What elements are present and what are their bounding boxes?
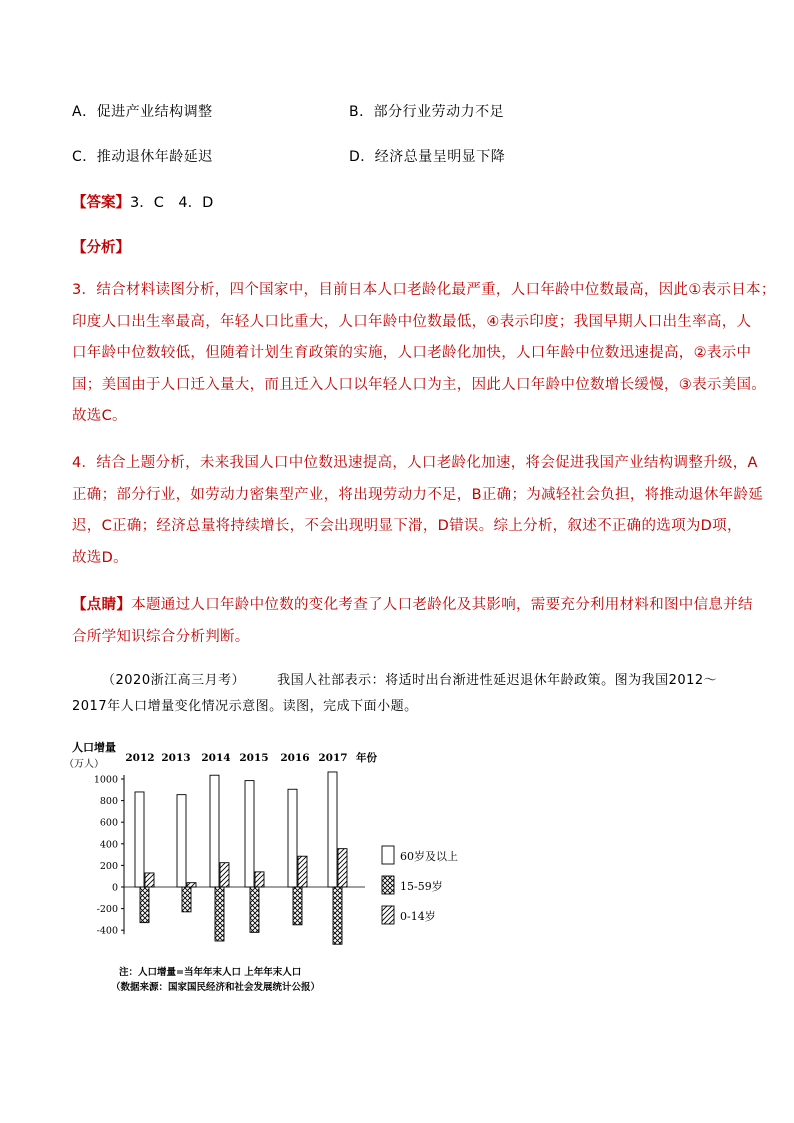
comment-tag: 【点睛】 xyxy=(72,597,132,613)
bar xyxy=(182,887,191,912)
comment-line: 本题通过人口年龄中位数的变化考查了人口老龄化及其影响，需要充分利用材料和图中信息并结 xyxy=(131,597,753,613)
bar xyxy=(298,856,307,887)
x-axis-label: 年份 xyxy=(356,752,377,764)
legend-swatch xyxy=(382,846,394,864)
bar xyxy=(250,887,259,932)
bar xyxy=(288,789,297,887)
population-increment-chart xyxy=(60,738,500,1000)
bar xyxy=(255,872,264,887)
y-tick-label: -400 xyxy=(96,925,118,937)
x-category-label: 2013 xyxy=(161,752,191,764)
y-tick-label: 200 xyxy=(99,860,118,872)
bar xyxy=(328,772,337,887)
chart-source: （数据来源：国家国民经济和社会发展统计公报） xyxy=(111,982,321,993)
x-category-label: 2016 xyxy=(280,752,310,764)
y-axis-label: 人口增量 xyxy=(72,741,116,754)
bar xyxy=(220,863,229,887)
q4-line: 迟，C正确；经济总量将持续增长，不会出现明显下滑，D错误。综上分析，叙述不正确的选项为D项， xyxy=(72,518,742,534)
question-stem-line: 我国人社部表示：将适时出台渐进性延迟退休年龄政策。图为我国2012～ xyxy=(277,673,718,688)
answer-line xyxy=(72,191,213,212)
y-tick-label: -200 xyxy=(96,904,118,916)
q4-line: 正确；部分行业，如劳动力密集型产业，将出现劳动力不足，B正确；为减轻社会负担，将推动退休年龄延 xyxy=(72,486,764,503)
comment xyxy=(72,590,753,653)
x-category-label: 2014 xyxy=(201,752,231,764)
legend-label: 60岁及以上 xyxy=(400,850,458,863)
q3-analysis xyxy=(72,275,776,433)
bar xyxy=(177,795,186,887)
legend-label: 15-59岁 xyxy=(400,880,443,893)
option-d: D．经济总量呈明显下降 xyxy=(349,149,506,165)
question-stem-line: 2017年人口增量变化情况示意图。读图，完成下面小题。 xyxy=(72,699,418,714)
legend-label: 0-14岁 xyxy=(400,910,436,923)
chart-note: 注：人口增量=当年年末人口 上年年末人口 xyxy=(119,967,302,978)
bar xyxy=(187,883,196,887)
bar xyxy=(333,887,342,944)
next-question-header xyxy=(72,668,732,720)
y-tick-label: 0 xyxy=(111,882,118,894)
answer-tag: 【答案】 xyxy=(72,195,130,211)
bar xyxy=(338,849,347,887)
q3-line: 口年龄中位数较低，但随着计划生育政策的实施，人口老龄化加快，人口年龄中位数迅速提高，②表示中 xyxy=(72,345,752,361)
option-c: C．推动退休年龄延迟 xyxy=(72,149,213,165)
bar xyxy=(140,887,149,923)
x-category-label: 2017 xyxy=(318,752,348,764)
answer-text: 3．C 4．D xyxy=(130,195,214,211)
y-tick-label: 1000 xyxy=(93,774,118,786)
q4-line: 故选D。 xyxy=(72,549,128,566)
y-tick-label: 400 xyxy=(99,839,118,851)
q4-line: 4．结合上题分析，未来我国人口中位数迅速提高，人口老龄化加速，将会促进我国产业结构调整升级，A xyxy=(72,455,758,471)
option-a: A．促进产业结构调整 xyxy=(72,104,213,120)
option-b: B．部分行业劳动力不足 xyxy=(349,104,505,120)
analysis-tag: 【分析】 xyxy=(72,240,130,256)
x-category-label: 2012 xyxy=(125,752,155,764)
q4-analysis xyxy=(72,448,764,574)
bar xyxy=(135,792,144,887)
legend-swatch xyxy=(382,906,394,924)
bar xyxy=(293,887,302,925)
bar xyxy=(215,887,224,941)
q3-line: 故选C。 xyxy=(72,408,127,424)
q3-line: 3．结合材料读图分析，四个国家中，目前日本人口老龄化最严重，人口年龄中位数最高，因此①表示日本； xyxy=(72,282,776,298)
q3-line: 国；美国由于人口迁入量大，而且迁入人口以年轻人口为主，因此人口年龄中位数增长缓慢，③表示美国。 xyxy=(72,376,767,393)
y-axis-unit: （万人） xyxy=(64,759,104,770)
y-tick-label: 800 xyxy=(99,796,118,808)
bar xyxy=(245,781,254,887)
q3-line: 印度人口出生率最高，年轻人口比重大，人口年龄中位数最低，④表示印度；我国早期人口出生率高，人 xyxy=(72,313,752,330)
comment-line: 合所学知识综合分析判断。 xyxy=(72,628,250,645)
bar xyxy=(210,775,219,887)
legend-swatch xyxy=(382,876,394,894)
question-source: （2020浙江高三月考） xyxy=(102,673,246,688)
y-tick-label: 600 xyxy=(99,817,118,829)
x-category-label: 2015 xyxy=(239,752,269,764)
bar xyxy=(145,873,154,887)
